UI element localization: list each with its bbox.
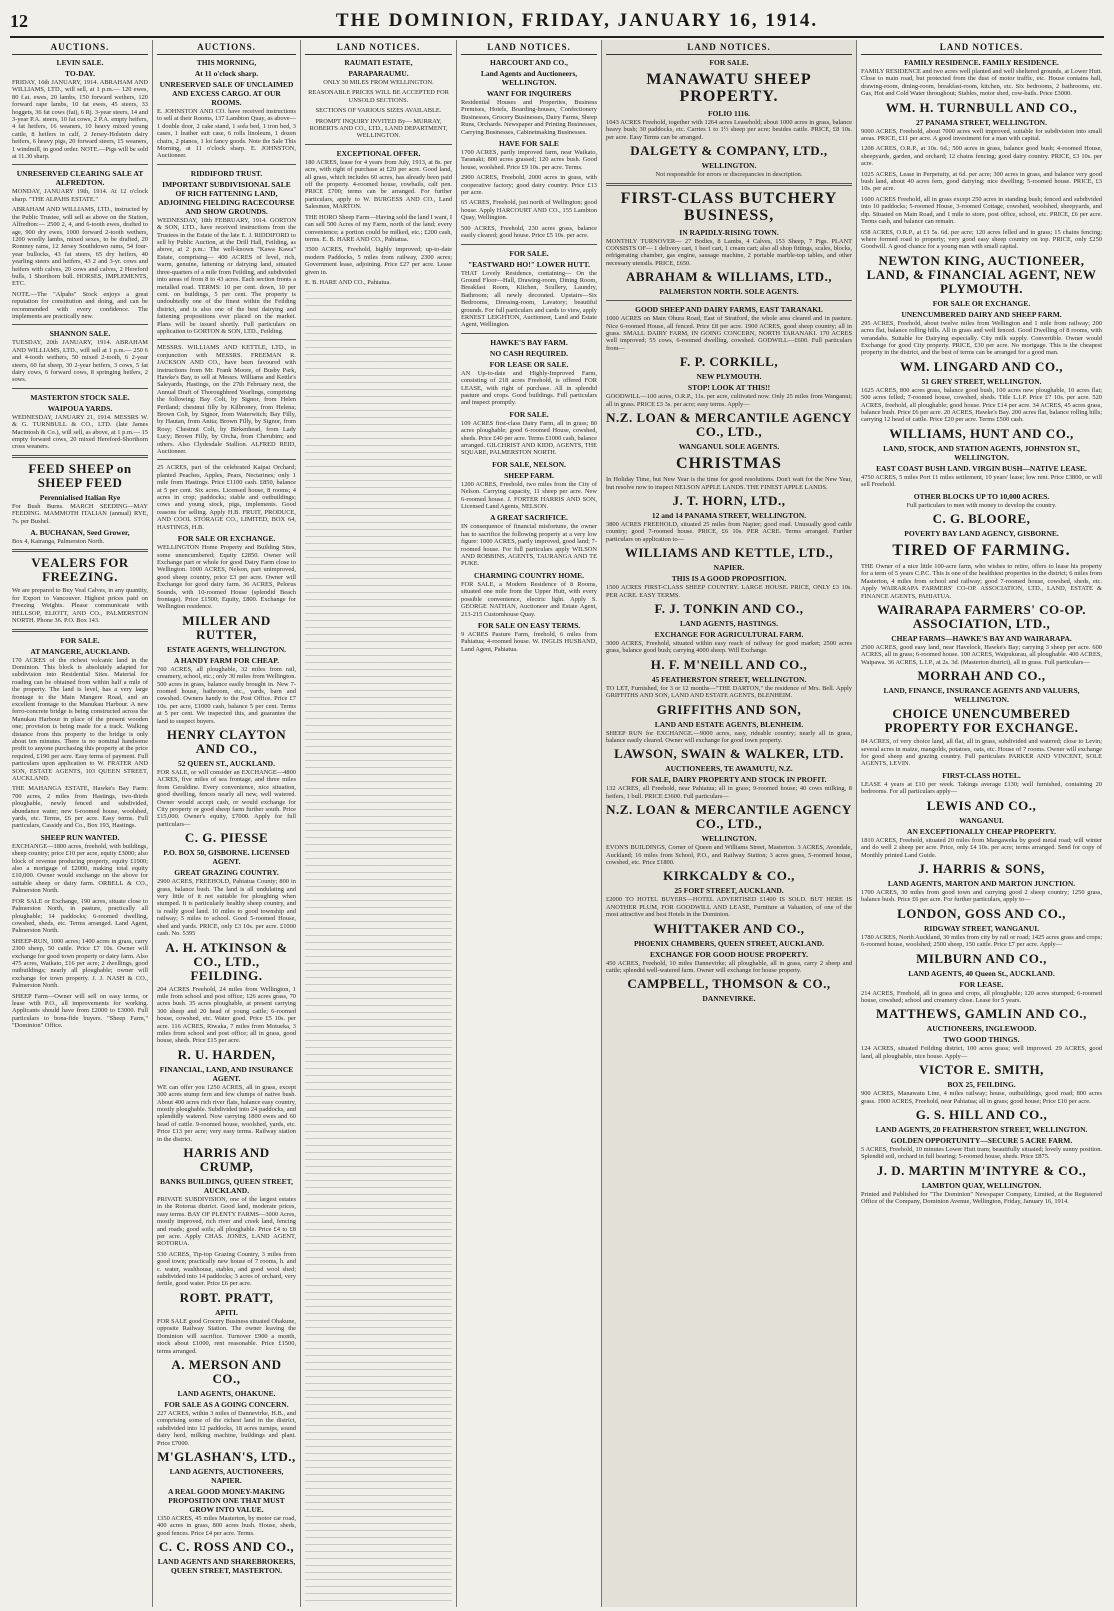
ad-heading: LAND AGENTS, OHAKUNE.: [177, 1388, 276, 1398]
ad-body-text: 1810 ACRES, Freehold, situated 20 miles from Mangaweka by good metal road; will winter and do well 2 sheep per acre. Price, only £4 10s. per acre; terms arranged. Send for copy of Monthly printed Land Guide.: [861, 836, 1102, 859]
column-heading: LAND NOTICES.: [461, 40, 597, 55]
advertiser-name: G. S. HILL AND CO.,: [915, 1106, 1048, 1122]
ad-heading: WANGANUI.: [959, 815, 1004, 825]
ad-heading: UNRESERVED CLEARING SALE AT ALFREDTON.: [16, 169, 144, 188]
ad-heading: AN EXCEPTIONALLY CHEAP PROPERTY.: [907, 826, 1056, 836]
ad-body-text: 1350 ACRES, 45 miles Masterton, by motor car road, 400 acres in grass, 800 acres bush. House, sheds, good fences. Price £4 per acre. Terms.: [157, 1514, 296, 1537]
ad-heading: NEW PLYMOUTH.: [696, 372, 762, 382]
column-rule: [12, 388, 148, 389]
ad-heading: UNRESERVED SALE OF UNCLAIMED AND EXCESS CARGO. AT OUR ROOMS.: [159, 80, 294, 107]
advertiser-name: HARRIS AND CRUMP,: [183, 1145, 270, 1174]
ad-body-text: 9 ACRES Pasture Farm, freehold, 6 miles from Pahiatua; 4-roomed house. W. INGLIS HUSBAND, Land Agent, Pahiatua.: [461, 630, 597, 653]
ad-heading: EXCHANGE FOR GOOD HOUSE PROPERTY.: [649, 949, 809, 959]
advertiser-name: TIRED OF FARMING.: [892, 542, 1071, 559]
ad-body-text: WE can offer you 1250 ACRES, all in grass, except 300 acres stump fern and few clumps of native bush. About 400 acres rich river flats, balance easy country, mostly ploughable. Subdivided into 24 paddocks, and splendidly watered. Now carrying 1800 ewes and 60 head of cattle. 9-roomed house, woolshed, yards, etc. Price £13 per acre; very easy terms. Railway station in the district.: [157, 1083, 296, 1143]
ad-heading: FINANCIAL, LAND, AND INSURANCE AGENT.: [159, 1064, 294, 1083]
ad-body-text: Full particulars to men with money to develop the country.: [906, 501, 1057, 509]
ad-heading: PARAPARAUMU.: [348, 69, 409, 78]
ad-body-text: 1780 ACRES, North Auckland, 30 miles from city by rail or road; 1425 acres grass and crops; 6-roomed house, woolshed; 2500 sheep, 150 cattle. Price £7 per acre. Apply—: [861, 933, 1102, 949]
ad-heading: A. BUCHANAN, Seed Grower,: [30, 528, 130, 538]
ad-body-text: EXCHANGE—1800 acres, freehold, with buildings, sheep country; price £10 per acre, equity £3000; also block of revenue producing property, equity £1900; also a mortgage of £2000, making total equity £10,000. Owner would exchange on the above for suitable sheep or dairy farm. ORBELL & CO., Palmerston North.: [12, 842, 148, 895]
ad-body-text: 204 ACRES Freehold, 24 miles from Wellington, 1 mile from school and post office; 126 acres grass, 70 acres bush. 35 acres ploughable, at present carrying 300 sheep and 20 head of young cattle; 6-roomed house, cowshed, etc. Water good. Price £5 10s. per acre. 116 ACRES, Riwaka, 7 miles from Motueka, 3 miles from school and post office; all in grass, good house, sheds. Price £15 per acre.: [157, 985, 296, 1045]
column-rule: [12, 324, 148, 325]
ad-heading: 27 PANAMA STREET, WELLINGTON.: [916, 117, 1047, 127]
ad-heading: FOR SALE AS A GOING CONCERN.: [164, 1399, 289, 1409]
ad-heading: GREAT GRAZING COUNTRY.: [174, 868, 279, 878]
ad-body-text: 214 ACRES, Freehold, all in grass and crops, all ploughable; 120 acres stumped; 6-roomed house, cowshed; school and creamery close. Lease for 5 years.: [861, 989, 1102, 1004]
advertiser-name: FIRST-CLASS BUTCHERY BUSINESS,: [620, 189, 838, 224]
column-4: [457, 40, 602, 1607]
ad-heading: WANGANUI. SOLE AGENTS.: [678, 442, 780, 452]
ad-body-text: MONTHLY TURNOVER— 27 Bodies, 8 Lambs, 4 Calves, 153 Sheep, 7 Pigs. PLANT CONSISTS OF— 1 delivery cart, 1 beef cart, 1 cream cart; also all shop fittings, scales, blocks, refrigerating chamber, gas engine, sausage machine, 2 portable marble-top tables, and other necessary utensils. PRICE, £650.: [606, 237, 852, 267]
ad-heading: FOR SALE, DAIRY PROPERTY AND STOCK IN PROFIT.: [631, 775, 827, 785]
advertiser-name: MILLER AND RUTTER,: [182, 612, 271, 642]
ad-body-text: SHEEP-RUN, 1000 acres; 1400 acres in grass, carry 2300 sheep, 50 cattle. Price £7 10s. Owner will exchange for good town property or dairy farm. Also 475 acres, Waikato, £16 per acre; 2 dwellings, good outbuildings; nearly all ploughable; owner will exchange for town property. J. J. NASH & CO., Palmerston North.: [12, 937, 148, 990]
ad-heading: POVERTY BAY LAND AGENCY, GISBORNE.: [904, 529, 1059, 538]
advertiser-name: LEWIS AND CO.,: [926, 797, 1037, 813]
ad-body-text: 1500 ACRES FIRST-CLASS SHEEP COUNTRY. LARGE HOUSE. PRICE, ONLY £3 10s. PER ACRE. EASY TERMS.: [606, 584, 852, 599]
ad-heading: RIDDIFORD TRUST.: [190, 168, 263, 178]
ad-body-text: THE HORO Sheep Farm—Having sold the land I want, I can sell 500 Acres of my Farm, north of the land; every convenience; a portion could be milked, etc.; £200 cash, terms. E. B. HARE AND CO., Pahiatua.: [305, 213, 452, 243]
ad-body-text: E. JOHNSTON AND CO. have received instructions to sell at their Rooms, 137 Lambton Quay, as above— 1 double door, 2 cake stand, 1 sofa bed, 1 iron bed, 3 cases, 1 leather suit case, 6 rolls linoleum, 1 dozen chairs, 2 pianos, 1 lot fancy goods. Note the Sale This Morning, at 11 o'clock sharp. E. JOHNSTON, Auctioneer.: [157, 108, 296, 160]
ad-heading: TO-DAY.: [65, 69, 95, 78]
advertiser-name: VEALERS FOR FREEZING.: [31, 555, 129, 585]
ad-heading: 51 GREY STREET, WELLINGTON.: [921, 376, 1042, 386]
advertiser-name: WAIRARAPA FARMERS' CO-OP. ASSOCIATION, LTD.,: [876, 602, 1087, 632]
ad-heading: LAND AGENTS, HASTINGS.: [680, 618, 778, 628]
ad-body-text: 132 ACRES, all Freehold, near Pahiatua; all in grass; 9-roomed house; 40 cows milking, 8 heifers, 1 bull. PRICE £3600. Full particulars—: [606, 785, 852, 800]
ad-heading: WAIPOUA YARDS.: [47, 403, 113, 413]
ad-heading: FOR LEASE.: [959, 979, 1004, 989]
ad-heading: At 11 o'clock sharp.: [194, 69, 259, 78]
ad-body-text: For Bush Burns. MARCH SEEDING—MAY FEEDING. MAMMOTH ITALIAN (annual) RYE, 7s. per Bushel.: [12, 502, 148, 525]
ad-heading: FOR SALE.: [509, 248, 549, 258]
ad-body-text: 2900 ACRES, Freehold, 2000 acres in grass, with cooperative factory; good dairy country. Price £13 per acre.: [461, 174, 597, 197]
advertiser-name: H. F. M'NEILL AND CO.,: [650, 656, 808, 672]
ad-heading: P.O. BOX 50, GISBORNE. LICENSED AGENT.: [163, 848, 290, 867]
ad-body-text: 1043 ACRES Freehold, together with 1264 acres Leasehold; about 1000 acres in grass, balance heavy bush; 30 paddocks, etc. Carries 1 to 1½ sheep per acre; besides cattle. PRICE, £8 10s. per acre. Easy Terms can be arranged.: [606, 119, 852, 141]
ad-heading: DANNEVIRKE.: [702, 994, 756, 1004]
ad-body-text: 1600 ACRES Freehold, all in grass except 250 acres in standing bush; fenced and subdivided into 10 paddocks; 5-roomed House, 3-roomed Cottage, cowshed, woolshed, sheepyards, and dip. Situated on Main Road, and 1 mile to store, post office, school, etc. PRICE, £6 per acre. Terms cash, and balance can remain.: [861, 195, 1102, 226]
ad-body-text: £2000 TO HOTEL BUYERS—HOTEL ADVERTISED £1400 IS SOLD. BUT HERE IS ANOTHER PLUM, FOR GOODWILL AND LEASE, Furniture at Valuation, of one of the most attractive and best Hotels in the Dominion.: [606, 896, 852, 919]
advertiser-name: NEWTON KING, AUCTIONEER, LAND, & FINANCIAL AGENT, NEW PLYMOUTH.: [866, 252, 1097, 296]
ad-body-text: FOR SALE, or will consider an EXCHANGE—4800 ACRES, five miles of sea frontage, and three miles from Geraldine. Every convenience, nice situation, good dwelling, fences nearly all new, well watered. Owner would accept cash, or would exchange for City property or good sheep farm further south. Price £15,000. Owner's equity, £7000. Apply for full particulars—: [157, 769, 296, 828]
ad-heading: HAVE FOR SALE: [499, 139, 559, 149]
columns: [8, 40, 1106, 1607]
ad-heading: WELLINGTON.: [701, 834, 757, 844]
ad-body-text: FOR SALE or Exchange, 190 acres, situate close to Palmerston North, in pasture, practically all ploughable; 14 paddocks; 6-roomed dwelling, cowshed, sheds, etc. Terms arranged. Land Agent, Palmerston North.: [12, 897, 148, 935]
ad-body-text: ONLY 30 MILES FROM WELLINGTON.: [323, 79, 434, 86]
advertiser-name: WHITTAKER AND CO.,: [653, 920, 805, 936]
advertiser-name: C. C. ROSS AND CO.,: [158, 1539, 295, 1555]
ad-heading: EXCEPTIONAL OFFER.: [336, 148, 421, 158]
ad-heading: WELLINGTON.: [701, 161, 757, 171]
ad-heading: PHOENIX CHAMBERS, QUEEN STREET, AUCKLAND.: [633, 938, 825, 948]
ad-heading: FAMILY RESIDENCE. FAMILY RESIDENCE.: [904, 58, 1059, 67]
ad-body-text: LEASE 4 years at £10 per week. Takings average £130; well furnished, containing 20 bedrooms. For all particulars apply—: [861, 780, 1102, 796]
ad-heading: 25 FORT STREET, AUCKLAND.: [674, 886, 784, 896]
ad-body-text: 25 ACRES, part of the celebrated Kaipai Orchard; planted Peaches, Apples, Pears, Nectarines; only 1 mile from Hastings. Price £1100 cash. £850, balance at 5 per cent. Six acres. Licensed house, 8 rooms; 4 acres in crop; paddocks; stable and outbuildings; cows and young stock, pigs, implements. Good reasons for selling. Apply H.B. FRUIT, PRODUCE, AND COOL STORAGE CO., LIMITED, BOX 64, HASTINGS, H.B.: [157, 464, 296, 531]
advertiser-name: CHRISTMAS: [676, 455, 782, 473]
advertiser-name: WM. H. TURNBULL AND CO.,: [885, 99, 1078, 115]
ad-heading: HARCOURT AND CO.,: [490, 58, 568, 67]
ad-body-text: THE Owner of a nice little 100-acre farm, who wishes to retire, offers to lease his property for a term of 5 years C.P.C. This is one of the healthiest properties in the district; 6 miles from Masterton, 4 miles from school and railway; good 7-roomed house, cowshed, sheds, etc. Apply WAIRARAPA FARMERS' CO-OP. ASSOCIATION, LTD., LAND, ESTATE & FINANCE AGENTS, PAHIATUA.: [861, 563, 1102, 600]
ad-heading: AT MANGERE, AUCKLAND.: [30, 646, 130, 656]
illegible-text-area: [305, 289, 452, 1607]
ad-body-text: 3000 ACRES, Freehold, situated within easy reach of railway for good market; 2500 acres grass, balance good bush; carrying 4000 sheep. Will Exchange.: [606, 639, 852, 655]
ad-heading: LAND, STOCK, AND STATION AGENTS, JOHNSTON ST., WELLINGTON.: [883, 443, 1080, 462]
advertiser-name: R. U. HARDEN,: [177, 1046, 276, 1062]
ad-heading: PALMERSTON NORTH. SOLE AGENTS.: [659, 287, 799, 297]
advertiser-name: M'GLASHAN'S, LTD.,: [157, 1448, 296, 1464]
ad-body-text: FOR SALE good Grocery Business situated Ohakune, opposite Railway Station. The owner leaving the Dominion will sacrifice. Turnover £900 a month, stock about £1000, rent reasonable. Price £1500, terms arranged.: [157, 1317, 296, 1355]
advertiser-name: VICTOR E. SMITH,: [919, 1062, 1044, 1078]
advertiser-name: F. J. TONKIN AND CO.,: [654, 600, 804, 616]
ad-body-text: 760 ACRES, all ploughable, 32 miles from rail, creamery, school, etc.; only 30 miles from Wellington. 500 acres in grass, balance easily brought in. New 7-roomed house, bathroom, etc., yards, barn and cowshed. Owners handy to the Post Office. Price £7 10s. per acre, £1000 cash, balance 5 per cent. Terms at 5 per cent. We inspected this, and guarantee the land to suspect buyers.: [157, 665, 296, 725]
ad-heading: RIDGWAY STREET, WANGANUI.: [923, 923, 1040, 933]
ad-heading: LAND AGENTS, 40 Queen St., AUCKLAND.: [908, 968, 1055, 978]
page-number: 12: [10, 10, 28, 31]
ad-body-text: 3800 ACRES FREEHOLD, situated 25 miles from Napier; good road. Unusually good cattle country; good 7-roomed house. PRICE, £6 10s. PER ACRE. Terms arranged. Further particulars on application to—: [606, 520, 852, 543]
ad-body-text: WEDNESDAY, JANUARY 21, 1914. MESSRS W. & G. TURNBULL & CO., LTD. (late James Macintosh & Co.), will sell, as above, at 1 p.m.— 15 empty forward cows, 20 mixed Hereford-Shorthorn cross weaners.: [12, 413, 148, 451]
ad-heading: 45 FEATHERSTON STREET, WELLINGTON.: [651, 674, 807, 684]
ad-heading: Perennialised Italian Rye: [39, 492, 121, 502]
ad-body-text: IN consequence of financial misfortune, the owner has to sacrifice the following property at a very low figure: 1000 ACRES, partly improved, good land; 7-roomed house. For full particulars apply WILSON AND ROBBINS, AGENTS, TAURANGA AND TE PUKE.: [461, 523, 597, 568]
ad-body-text: TO LET, Furnished, for 3 or 12 months—"THE DARTON," the residence of Mrs. Bell. Apply GRIFFITHS AND SON, LAND AND ESTATE AGENTS, BLENHEIM.: [606, 684, 852, 700]
masthead: [10, 6, 1104, 38]
ad-body-text: 124 ACRES, situated Feilding district, 100 acres grass; well improved. 29 ACRES, good land, all ploughable, nice house. Apply—: [861, 1045, 1102, 1060]
ad-body-text: THAT Lovely Residence, containing— On the Ground Floor—Hall, Drawing-room, Dining Room, Breakfast Room, Kitchen, Scullery, Laundry, Bathroom; all newly decorated. Upstairs—Six Bedrooms, Dressing-room, Lavatory; beautiful grounds. For full particulars and cards to view, apply ERNEST LEIGHTON, Auctioneer, Land and Estate Agent, Wellington.: [461, 269, 597, 329]
ad-body-text: NOTE.—The "Alpahs" Stock enjoys a great reputation for constitution and doing, and can be recommended with every confidence. The implements are practically new.: [12, 290, 148, 320]
column-rule: [12, 455, 148, 458]
advertiser-name: C. G. BLOORE,: [932, 511, 1031, 526]
column-heading: LAND NOTICES.: [606, 40, 852, 55]
ad-heading: CHARMING COUNTRY HOME.: [473, 570, 585, 580]
ad-body-text: 1200 ACRES, Freehold, two miles from the City of Nelson. Carrying capacity, 11 sheep per acre. New 6-roomed house. J. FORTER HARRIS AND SON, Licensed Land Agents, NELSON.: [461, 480, 597, 511]
ad-body-text: In Holiday Time, but New Year is the time for good resolutions. Don't wait for the New Year, but resolve now to inspect NELSON APPLE LANDS. THE FINEST APPLE LANDS.: [606, 476, 852, 491]
column-heading: LAND NOTICES.: [861, 40, 1102, 55]
ad-heading: CHEAP FARMS—HAWKE'S BAY AND WAIRARAPA.: [891, 634, 1072, 644]
ad-heading: "EASTWARD HO!" LOWER HUTT.: [468, 259, 590, 269]
ad-body-text: GOODWILL—100 acres, O.R.P., 11s. per acre, cultivated now. Only 25 miles from Wanganui; all in grass. PRICE £3 3s. per acre; easy terms. Apply—: [606, 393, 852, 408]
ad-body-text: E. B. HARE AND CO., Pahiatua.: [305, 278, 391, 286]
ad-body-text: Residential Houses and Properties, Business Premises, Hotels, Boarding-houses, Confectionery Businesses, Grocery Businesses, Dairy Farms, Sheep Runs, Orchards. Newspaper and Printing Businesses, Carrying Businesses, Cabinetmaking Businesses.: [461, 99, 597, 136]
column-rule: [157, 339, 296, 340]
advertiser-name: CAMPBELL, THOMSON & CO.,: [627, 976, 831, 992]
ad-heading: MASTERTON STOCK SALE.: [30, 392, 130, 402]
advertiser-name: FEED SHEEP on SHEEP FEED: [28, 460, 132, 490]
ad-body-text: 530 ACRES, Tip-top Grazing Country, 3 miles from good town; practically new house of 7 rooms, h. and c. water, washhouse, stables, and good wool shed; subdivided into 14 paddocks; 3 acres of orchard, very fertile, good water. Price £6 per acre.: [157, 1250, 296, 1288]
ad-body-text: SECTIONS OF VARIOUS SIZES AVAILABLE.: [315, 107, 442, 115]
ad-heading: AUCTIONEERS, TE AWAMUTU, N.Z.: [665, 764, 793, 774]
ad-body-text: 1700 ACRES, partly improved farm, near Waikato, Taranaki; 800 acres grassed; 120 acres bush. Good house, woolshed. Price £9 10s. per acre. Terms.: [461, 149, 597, 171]
advertiser-name: A. MERSON AND CO.,: [171, 1356, 282, 1386]
ad-body-text: THE MAHANGA ESTATE, Hawke's Bay Farm: 700 acres, 2 miles from Hastings, two-thirds ploughable, newly fenced and subdivided, abundance water; new 6-roomed house, woolshed, yards, etc. Terms, £6 per acre. Easy terms. Full particulars, Cassidy and Co., Box 193, Hastings.: [12, 785, 148, 830]
ad-heading: NAPIER.: [713, 563, 745, 573]
advertiser-name: WM. LINGARD AND CO.,: [899, 358, 1064, 374]
ad-body-text: REASONABLE PRICES WILL BE ACCEPTED FOR UNSOLD SECTIONS.: [308, 89, 449, 104]
advertiser-name: MILBURN AND CO.,: [916, 950, 1047, 966]
ad-heading: WANT FOR INQUIRERS: [486, 89, 572, 98]
ad-body-text: 450 ACRES, Freehold, 10 miles Dannevirke; all ploughable, all in grass, carry 2 sheep and cattle; splendid well-watered farm. Owner will exchange for house property.: [606, 959, 852, 975]
column-rule: [157, 459, 296, 460]
column-rule: [461, 333, 597, 334]
ad-body-text: 3500 ACRES, Freehold, highly improved; up-to-date modern Paddocks, 5 miles from railway, 2300 acres; Government lease, adjoining. Price £27 per acre. Lease given in.: [305, 246, 452, 276]
column-rule: [461, 244, 597, 245]
advertiser-name: LONDON, GOSS AND CO.,: [897, 905, 1066, 921]
ad-body-text: PROMPT INQUIRY INVITED By— MURRAY, ROBERTS AND CO., LTD., LAND DEPARTMENT, WELLINGTON.: [309, 117, 448, 140]
ad-heading: TWO GOOD THINGS.: [943, 1035, 1020, 1045]
ad-body-text: Box 4, Kairanga, Palmerston North.: [12, 538, 105, 546]
advertiser-name: WILLIAMS, HUNT AND CO.,: [889, 425, 1074, 441]
ad-body-text: 84 ACRES, of very choice land, all flat, all in grass, subdivided and watered; close to Levin; several acres in maize, mangolds, potatoes, oats, etc. House of 7 rooms. Owner will exchange for good sheep and grazing country. Full particulars PARKER AND VINCENT, SOLE AGENTS, LEVIN.: [861, 738, 1102, 768]
ad-heading: FOR SALE.: [709, 58, 749, 67]
ad-body-text: SHEEP Farm—Owner will sell on easy terms, or lease with P.O., all improvements for working. Applicants should have from £2000 to £3000. Full particulars to bona-fide buyers. "Sheep Farm," "Dominion" Office.: [12, 992, 148, 1030]
ad-body-text: WELLINGTON Home Property and Building Sites, some unencumbered; Equity £2850. Owner will Exchange part or whole for good Dairy Farm close to Wellington. 1000 ACRES, Nelson, part unimproved, good sheep country, price £3 per acre. Owner will Exchange for good dairy farm. 36 ACRES, Pelorus Sounds, with 10-roomed House (splendid Beach frontage). Price £1500; Equity, £800. Exchange for Wellington residence.: [157, 544, 296, 611]
ad-body-text: 170 ACRES of the richest volcanic land in the Dominion. This block is absolutely adapted for subdivision into Residential Sites. Material for roading can be obtained from within half a mile of the property. The land is level, has a very large frontage to the Main Mangere Road, and an excellent frontage to the Manukau Harbour. A new ferro-concrete bridge is being constructed across the Manukau Harbour in place of the present wooden one; provision is being made for a track. Walking distance from this property to the bridge is only about ten minutes. There is no nominal handsome profit to anyone purchasing this property at the price required, £190 per acre. Easy terms of payment. Full particulars upon application to W. FRATER AND SON, ESTATE AGENTS, 103 QUEEN STREET, AUCKLAND.: [12, 656, 148, 782]
ad-heading: BOX 25, FEILDING.: [947, 1080, 1016, 1090]
advertiser-name: MORRAH AND CO.,: [917, 668, 1046, 684]
ad-heading: FOLIO 1116.: [707, 109, 751, 118]
column-heading: AUCTIONS.: [157, 40, 296, 55]
ad-body-text: SHEEP RUN for EXCHANGE.—9000 acres, easy, rideable country; nearly all in grass, balance easily cleared. Owner will exchange for good town property.: [606, 729, 852, 744]
ad-body-text: ABRAHAM AND WILLIAMS, LTD., instructed by the Public Trustee, will sell as above on the Station, Alfredton:— 2500 2, 4, and 6-tooth ewes, drafted to age, 900 dry ewes, 1000 forward 2-tooth wethers, 1200 woolly lambs, mixed sexes, to be drafted, 20 Romney rams, 12 Jersey Southdown rams, 54 four-year bullocks, 43 fat steers, 65 dry heifers, 40 yearling steers and heifers, 43 2 and 3-yr. cows and heifers with calves, 20 cows and calves, 2 Hereford bulls, 1 Shorthorn bull. HORSES, IMPLEMENTS, ETC.: [12, 206, 148, 288]
advertiser-name: MATTHEWS, GAMLIN AND CO.,: [876, 1006, 1087, 1022]
ad-body-text: 295 ACRES, Freehold, about twelve miles from Wellington and 1 mile from railway; 200 acres flat, balance rolling hills. All in grass and well fenced. Good Dwelling of 8 rooms, with verandahs. Suitable for Dairying especially. City milk supply. Convertible. Owner would Exchange for good City property. PRICE, £30 per acre. No mortgage. This is the cheapest property in the district, and the best of terms can be arranged for a good man.: [861, 319, 1102, 357]
advertiser-name: ABRAHAM & WILLIAMS, LTD.,: [625, 269, 833, 285]
column-3: [301, 40, 457, 1607]
ad-heading: Land Agents and Auctioneers, WELLINGTON.: [480, 69, 578, 87]
advertiser-name: HENRY CLAYTON AND CO.,: [166, 727, 287, 756]
ad-body-text: 4750 ACRES, 5 miles Port 11 miles settlement, 10 years' lease; low rent. Price £3800, or will sell Freehold.: [861, 473, 1102, 489]
ad-heading: FOR SALE, NELSON.: [492, 459, 566, 469]
ad-heading: LAND AGENTS, AUCTIONEERS, NAPIER.: [169, 1466, 284, 1485]
ad-heading: FOR SALE.: [509, 409, 549, 419]
ad-body-text: Printed and Published for "The Dominion" Newspaper Company, Limited, at the Registered Office of the Company, Dominion Avenue, Wellington, Friday, January 16, 1914.: [861, 1190, 1102, 1206]
ad-body-text: 109 ACRES first-class Dairy Farm, all in grass; 80 acres ploughable; good 6-roomed House, cowshed, sheds. Price £40 per acre. Terms £1000 cash, balance arranged. GILCHRIST AND KIDD, AGENTS, THE SQUARE, PALMERSTON NORTH.: [461, 419, 597, 457]
ad-body-text: MESSRS. WILLIAMS AND KETTLE, LTD., in conjunction with MESSRS. FREEMAN R. JACKSON AND CO., have been favoured with instructions from Mr. Frank Moore, of Busby Park, Hawke's Bay, to sell at Messrs. Williams and Kettle's Saleyards, Hastings, on the 27th February next, the Annual Draft of Thoroughbred Yearlings, comprising the following: Bay Colt, by Signor, from Helen Pertland; chestnut filly by Kilbroney, from Helena; Brown Colt, by Signor, from Waterwitch; Bay Filly, by Hautan, from Anita; Brown Filly, by Signor, from Rosy; Chestnut Colt, by Birkenhead, from Lady Lucy; Brown Filly, by Orcha, from Cherubim; and others. Also Clydesdale Stallion. ALFRED REID, Auctioneer.: [157, 344, 296, 456]
ad-heading: 12 and 14 PANAMA STREET, WELLINGTON.: [651, 510, 807, 520]
ad-heading: OTHER BLOCKS UP TO 10,000 ACRES.: [913, 491, 1050, 501]
ad-heading: LAND AND ESTATE AGENTS, BLENHEIM.: [654, 719, 804, 729]
ad-heading: FOR LEASE OR SALE.: [489, 359, 569, 369]
ad-body-text: 1208 ACRES, O.R.P., at 10s. 6d.; 500 acres in grass, balance good bush; 4-roomed House, sheepyards, garden, and orchard; 12 chains fencing; good dairy country. PRICE, £3 10s. per acre.: [861, 145, 1102, 168]
ad-heading: LAND AGENTS AND SHAREBROKERS, QUEEN STREET, MASTERTON.: [157, 1557, 296, 1576]
ad-heading: FOR SALE.: [60, 635, 100, 645]
advertiser-name: J. T. HORN, LTD.,: [672, 492, 786, 508]
column-rule: [305, 144, 452, 145]
ad-heading: LAND AGENTS, 20 FEATHERSTON STREET, WELLINGTON.: [875, 1124, 1088, 1134]
advertiser-name: A. H. ATKINSON & CO., LTD., FEILDING.: [165, 939, 288, 983]
advertiser-name: GRIFFITHS AND SON,: [656, 701, 802, 717]
ad-body-text: PRIVATE SUBDIVISION, one of the largest estates in the Rotorua district. Good land, moderate prices, easy terms. BAY OF PLENTY FARMS—3000 Acres, mostly improved, rich river and creek land, fencing and roads; good soils; all ploughable. Price £4 to £8 per acre. Apply CHAS. JONES, LAND AGENT, ROTORUA.: [157, 1196, 296, 1248]
advertiser-name: CHOICE UNENCUMBERED PROPERTY FOR EXCHANGE.: [884, 706, 1079, 736]
ad-heading: SHEEP RUN WANTED.: [40, 832, 120, 842]
column-heading: LAND NOTICES.: [305, 40, 452, 55]
ad-heading: EXCHANGE FOR AGRICULTURAL FARM.: [654, 629, 804, 639]
ad-body-text: 65 ACRES, Freehold, just north of Wellington; good house. Apply HARCOURT AND CO., 155 Lambton Quay, Wellington.: [461, 199, 597, 222]
ad-heading: FOR SALE ON EASY TERMS.: [477, 620, 581, 630]
ad-heading: BANKS BUILDINGS, QUEEN STREET, AUCKLAND.: [159, 1177, 294, 1195]
advertiser-name: C. G. PIESSE: [184, 830, 269, 846]
ad-body-text: 1625 ACRES, 800 acres grass, balance good bush, 100 acres new ploughable, 10 acres flat; 500 acres felled; 7-roomed house, cowshed, sheds. Title L.I.P. Price £7 10s. per acre. 520 ACRES, freehold, all ploughable; good house. Price £14 per acre. 34 ACRES, 45 acres grass, balance bush. Price £6 per acre. 20 ACRES, Hawke's Bay. 200 acres flat, balance rolling hills; carrying 12 head of cattle. Price £20 per acre. Terms £500 cash.: [861, 386, 1102, 424]
advertiser-name: F. P. CORKILL,: [679, 354, 779, 370]
ad-heading: LAMBTON QUAY, WELLINGTON.: [921, 1180, 1042, 1190]
advertiser-name: KIRKCALDY & CO.,: [663, 868, 795, 884]
ad-body-text: MONDAY, JANUARY 19th, 1914. At 12 o'clock sharp. "THE ALPAHS ESTATE.": [12, 188, 148, 203]
ad-heading: A GREAT SACRIFICE.: [490, 513, 568, 523]
ad-heading: ESTATE AGENTS, WELLINGTON.: [166, 644, 287, 654]
ad-heading: THIS IS A GOOD PROPOSITION.: [671, 574, 787, 584]
column-heading: AUCTIONS.: [12, 40, 148, 55]
ad-body-text: WEDNESDAY, 18th FEBRUARY, 1914. GORTON & SON, LTD., have received instructions from the Trustees in the Estate of the late E. J. RIDDIFORD to sell by Public Auction, at the Drill Hall, Feilding, as above, at 2 p.m.: The well-known "Kawa Kawa" Estate, comprising— 400 ACRES of level, rich, warm, genuine, fattening or dairying land, situated three-quarters of a mile from Feilding, and subdivided into areas of from 8 to 43 acres. Each section fronts a metalled road. TERMS: 10 per cent. down, 10 per cent. on buildings, 5 per cent. The property is undoubtedly one of the finest within the Feilding district, and is also one of the best dairying and fattening propositions ever placed on the market. Plans will be issued shortly. Full particulars on application to GORTON & SON, LTD., Feilding.: [157, 216, 296, 335]
ad-heading: LEVIN SALE.: [56, 58, 104, 67]
ad-body-text: FAMILY RESIDENCE and two acres well planted and well sheltered grounds, at Lower Hutt. Close to main road, but protected from the dust of motor traffic, etc. House contains hall, drawing-room, dining-room, breakfast-room, kitchen, etc. Six bedrooms, 2 bathrooms, etc. Gas, Hot and Cold Water throughout; Stables, motor shed, cow-bails. Price £3000.: [861, 68, 1102, 98]
advertiser-name: ROBT. PRATT,: [179, 1289, 274, 1305]
ad-heading: THIS MORNING,: [196, 58, 257, 67]
ad-heading: 52 QUEEN ST., AUCKLAND.: [178, 759, 275, 768]
ad-heading: IMPORTANT SUBDIVISIONAL SALE OF RICH FATTENING LAND, ADJOINING FIELDING RACECOURSE AND SHOW GROUNDS.: [158, 179, 295, 216]
ad-heading: FOR SALE OR EXCHANGE.: [932, 298, 1031, 308]
ad-body-text: EVON'S BUILDINGS, Corner of Queen and Williams Street, Masterton. 3 ACRES, Avondale, Auckland; 16 miles from School, P.O., and Railway Station; 3 acres grass, 5-roomed house, cowshed, etc. Price £1800.: [606, 844, 852, 866]
ad-body-text: 1700 ACRES, 30 miles from good town and carrying good 2 sheep country; 1250 grass, balance bush. Price £6 per acre. For further particulars, apply to—: [861, 888, 1102, 904]
advertiser-name: N.Z. LOAN & MERCANTILE AGENCY CO., LTD.,: [606, 802, 852, 832]
ad-heading: NO CASH REQUIRED.: [489, 348, 569, 358]
ad-heading: UNENCUMBERED DAIRY AND SHEEP FARM.: [901, 309, 1062, 319]
newspaper-title: THE DOMINION, FRIDAY, JANUARY 16, 1914.: [335, 10, 819, 31]
column-rule: [606, 300, 852, 301]
column-6: [857, 40, 1106, 1607]
advertiser-name: LAWSON, SWAIN & WALKER, LTD.: [614, 746, 844, 762]
ad-body-text: 500 ACRES, Freehold, 230 acres grass, balance easily cleared; good house. Price £5 10s. per acre.: [461, 224, 597, 240]
advertiser-name: J. D. MARTIN M'INTYRE & CO.,: [876, 1162, 1087, 1178]
ad-heading: A HANDY FARM FOR CHEAP.: [174, 655, 279, 665]
ad-heading: LAND, FINANCE, INSURANCE AGENTS AND VALUERS, WELLINGTON.: [883, 686, 1080, 705]
ad-heading: SHEEP FARM.: [504, 470, 554, 480]
column-rule: [157, 164, 296, 165]
ad-heading: LAND AGENTS, MARTON AND MARTON JUNCTION.: [887, 878, 1076, 888]
ad-body-text: 227 ACRES, within 3 miles of Dannevirke, H.B., and comprising some of the richest land in the district, subdivided into 12 paddocks, 18 acres turnips, sound dairy herd, milking machine, buildings and plant. Price £7000.: [157, 1409, 296, 1447]
ad-body-text: 2500 ACRES, good easy land, near Havelock, Hawke's Bay; carrying 3 sheep per acre. 600 ACRES, all in grass; 6-roomed house. 100 ACRES, Waipukurau, all ploughable. 400 ACRES, Waipawa. 36 ACRES, L.I.P., at 2s. 3d. (Masterton district), all in grass. Full particulars—: [861, 644, 1102, 666]
ad-body-text: 1025 ACRES, Lease in Perpetuity, at 6d. per acre; 300 acres in grass, and balance very good bush land, about 40 acres fern, good dairying; nice dwelling; 5-roomed house. PRICE, £3 10s. per acre.: [861, 170, 1102, 193]
ad-heading: AUCTIONEERS, INGLEWOOD.: [926, 1024, 1037, 1034]
ad-body-text: 9000 ACRES, Freehold, about 7000 acres well improved, suitable for subdivision into small areas. PRICE, £11 per acre. A good investment for a man with capital.: [861, 127, 1102, 143]
advertiser-name: MANAWATU SHEEP PROPERTY.: [646, 71, 812, 105]
ad-body-text: 658 ACRES, O.R.P., at £1 5s. 6d. per acre; 120 acres felled and in grass; 15 chains fencing; where formed road to property; very good easy sheep country on top. PRICE, only £250 Goodwill. A good chance for a young man with small capital.: [861, 228, 1102, 251]
ad-body-text: FRIDAY, 16th JANUARY, 1914. ABRAHAM AND WILLIAMS, LTD., will sell, at 1 p.m.— 120 ewes, 80 f.at. ewes, 20 lambs, 150 forward wethers, 120 forward rape lambs, 10 fat ewes, 45 steers, 33 hoggets, 36 fat cows (fat), 6 Rj. 3-year steers, 14 and 3-year P.A. steers, 10 fat cows, 2 P.A. empty heifers, 4 fat heifers, 16 weaners, 10 heavy mixed young cattle, 8 heifers in calf, 2 Jersey-Holstein dairy heifers, 6 heavy pigs, 20 forward steers, 15 weaners, 1 windmill, in good order. NOTE.—Pigs will be sold at 11.30 sharp.: [12, 79, 148, 161]
column-rule: [12, 629, 148, 632]
ad-body-text: We are prepared to Buy Veal Calves, in any quantity, for Export to Vancouver. Highest prices paid on Freezing Weights. Please communicate with HELLSOP, ELIOTT, AND CO., PALMERSTON NORTH. Phone 36. P.O. Box 143.: [12, 587, 148, 625]
column-1: [8, 40, 153, 1607]
ad-heading: FIRST-CLASS HOTEL.: [942, 770, 1021, 780]
advertiser-name: DALGETY & COMPANY, LTD.,: [630, 143, 828, 159]
ad-heading: IN RAPIDLY-RISING TOWN.: [679, 227, 779, 237]
ad-heading: STOP! LOOK AT THIS!!: [687, 383, 771, 393]
ad-body-text: Not responsible for errors or discrepancies in description.: [655, 171, 803, 179]
ad-body-text: 900 ACRES, Manawatu Line, 4 miles railway; house, outbuildings, good road; 800 acres grass. 1900 ACRES, Freehold, near Pahiatua; all in grass; good house; Price £10 per acre.: [861, 1090, 1102, 1105]
ad-body-text: TUESDAY, 20th JANUARY, 1914. ABRAHAM AND WILLIAMS, LTD., will sell at 1 p.m.— 250 6 and 4-tooth wethers, 50 mixed 2-tooth, 6 2-year steers, 60 fat sheep, 30 2-year heifers, 3 cows, 5 fat dairy cows, 6 forward cows, 8 springing heifers, 2 sows.: [12, 339, 148, 384]
ad-body-text: 2900 ACRES, FREEHOLD, Pahiatua County; 800 in grass, balance bush. The land is all undulating and very little of it not suitable for ploughing when stumped. It is particularly healthy sheep country, and is really good land. 10 miles to good township and railway; 5 miles to school. Good 5-roomed House, shed and yards. PRICE, only £3 10s. per acre. £1000 cash. No. 5395: [157, 878, 296, 938]
column-rule: [12, 549, 148, 552]
ad-body-text: FOR SALE, a Modern Residence of 8 Rooms, situated one mile from the Upper Hutt, with every possible convenience, electric light. Apply S. GEORGE NATHAN, Auctioneer and Estate Agent, 213-215 Customhouse Quay.: [461, 580, 597, 618]
ad-heading: GOLDEN OPPORTUNITY—SECURE 5 ACRE FARM.: [890, 1135, 1073, 1145]
ad-heading: RAUMATI ESTATE,: [344, 58, 413, 67]
ad-heading: GOOD SHEEP AND DAIRY FARMS, EAST TARANAKI.: [635, 305, 823, 315]
ad-heading: EAST COAST BUSH LAND. VIRGIN BUSH—NATIVE LEASE.: [876, 463, 1087, 473]
ad-heading: HAWKE'S BAY FARM.: [490, 337, 568, 347]
ad-heading: APITI.: [215, 1307, 238, 1317]
advertiser-name: N.Z. LOAN & MERCANTILE AGENCY CO., LTD.,: [606, 410, 852, 440]
ad-heading: A REAL GOOD MONEY-MAKING PROPOSITION ONE THAT MUST GROW INTO VALUE.: [167, 1486, 286, 1514]
column-rule: [606, 183, 852, 186]
column-rule: [12, 164, 148, 165]
column-2: [153, 40, 301, 1607]
ad-body-text: 5 ACRES, Freehold, 10 minutes Lower Hutt tram; beautifully situated; lovely sunny position. Splendid soil, orchard in full bearing; 5-roomed house, sheds. Price £875.: [861, 1145, 1102, 1161]
advertiser-name: WILLIAMS AND KETTLE, LTD.,: [624, 545, 834, 561]
ad-body-text: AN Up-to-date and Highly-Improved Farm, consisting of 218 acres Freehold, is offered FOR LEASE, with right of purchase. All in splendid pasture and crops. Good buildings. Full particulars and inspect promptly.: [461, 369, 597, 407]
ad-body-text: 1000 ACRES on Main Ohura Road, East of Stratford, the whole area cleared and in pasture. Nice 6-roomed House, all fenced. Price £8 per acre. 1900 ACRES, good sheep country; all in grass. SMALL DAIRY FARM, IN GOING CONCERN, NORTH TARANAKI. 170 ACRES well improved; 55 cows, 6-roomed dwelling, cowshed. GODWILL—£600. Full particulars from—: [606, 315, 852, 352]
advertiser-name: J. HARRIS & SONS,: [918, 860, 1045, 876]
ad-heading: SHANNON SALE.: [49, 329, 111, 339]
ad-heading: FOR SALE OR EXCHANGE.: [177, 534, 276, 544]
ad-body-text: 180 ACRES, lease for 4 years from July, 1913, at 8s. per acre, with right of purchase at £20 per acre. Good land, all grass, which includes 60 acres, has already been paid off the property. 4-roomed house, cowbails, calf pen. PRICE £700; terms can be arranged. For further particulars, apply to W. BURGESS AND CO., Land Salesmen, MARTON.: [305, 158, 452, 211]
column-5: [602, 40, 857, 1607]
